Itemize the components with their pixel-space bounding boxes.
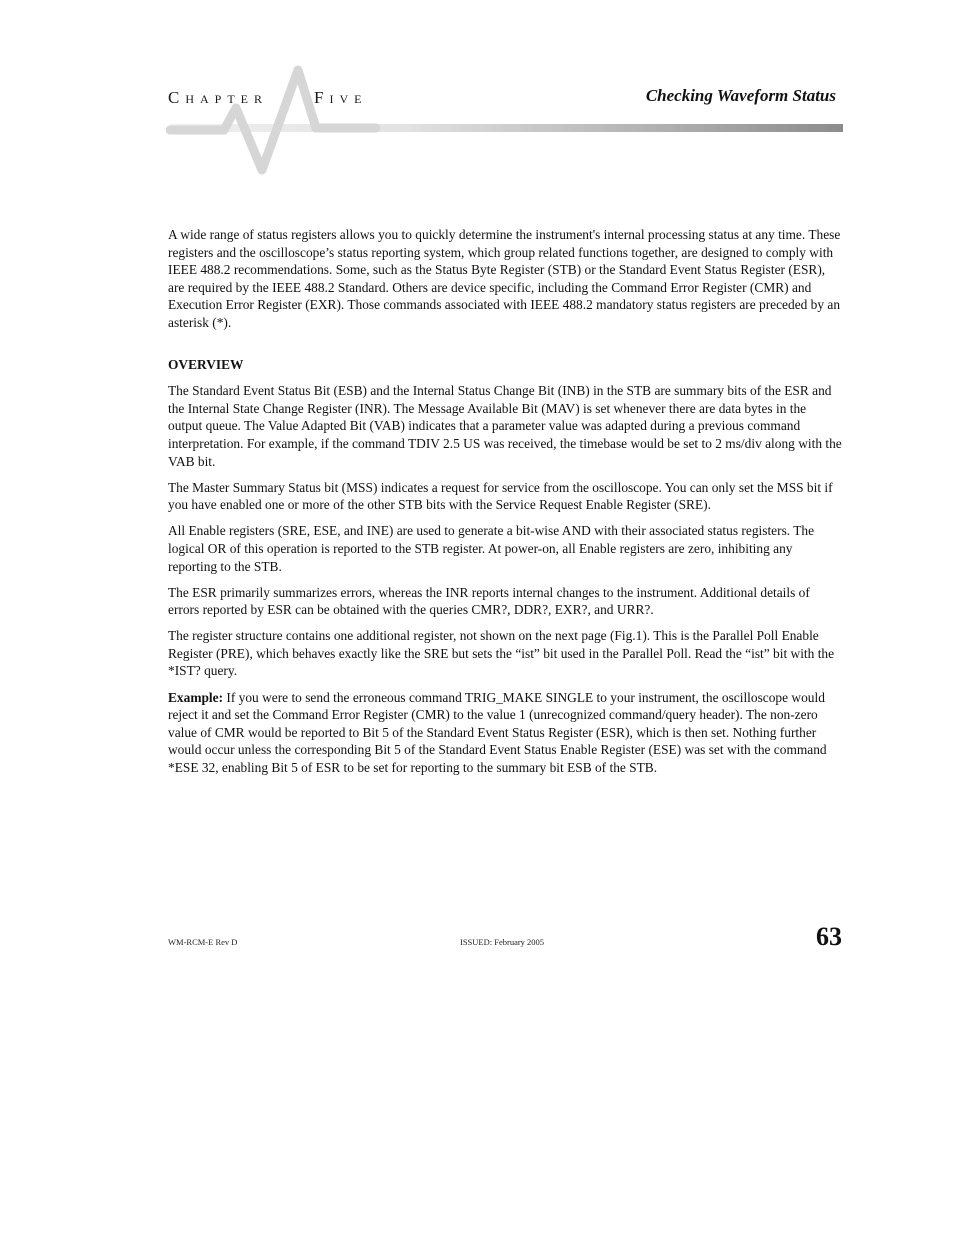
overview-paragraph-4: The ESR primarily summarizes errors, whereas the INR reports internal changes to the instrument. Additional details of errors reported by ESR can be obtained with the queries CMR?, DDR?, EXR?, and URR?.: [168, 584, 810, 618]
overview-paragraph-1: The Standard Event Status Bit (ESB) and the Internal Status Change Bit (INB) in the STB are summary bits of the ESR and the Internal State Change Register (INR). The Message Available Bit (MAV) is set whenever there are data bytes in the output queue. The Value Adapted Bit (VAB) indicates that a parameter value was adapted during a previous command interpretation. For example, if the command TDIV 2.5 US was received, the timebase would be set to 2 ms/div along with the VAB bit.: [168, 383, 842, 469]
overview-paragraph-3: All Enable registers (SRE, ESE, and INE) are used to generate a bit-wise AND with their associated status registers. The logical OR of this operation is reported to the STB register. At power-on, all Enable registers are zero, inhibiting any reporting to the STB.: [168, 523, 815, 574]
example-paragraph: [168, 689, 842, 777]
waveform-pulse: [170, 70, 376, 170]
overview-heading: OVERVIEW: [168, 356, 244, 372]
chapter-initial: C: [168, 88, 186, 107]
header-rule: [170, 124, 843, 132]
five-initial: F: [314, 88, 330, 107]
overview-paragraph-2: The Master Summary Status bit (MSS) indicates a request for service from the oscilloscope. You can only set the MSS bit if you have enabled one or more of the other STB bits with the Service Request Enable Register (SRE).: [168, 479, 833, 513]
waveform-header-graphic: [166, 62, 846, 180]
page-body: [168, 226, 842, 785]
example-label: Example:: [168, 689, 224, 705]
example-text: If you were to send the erroneous command TRIG_MAKE SINGLE to your instrument, the oscilloscope would reject it and set the Command Error Register (CMR) to the value 1 (unrecognized command/query header). The non-zero value of CMR would be reported to Bit 5 of the Standard Event Status Register (ESR), which is then set. Nothing further would occur unless the corresponding Bit 5 of the Standard Event Status Enable Register (ESE) was set with the command *ESE 32, enabling Bit 5 of ESR to be set for reporting to the summary bit ESB of the STB.: [168, 689, 827, 775]
footer-issued: ISSUED: February 2005: [460, 937, 545, 947]
overview-paragraph-5: The register structure contains one additional register, not shown on the next page (Fig.1). This is the Parallel Poll Enable Register (PRE), which behaves exactly like the SRE but sets the “ist” bit used in the Parallel Poll. Read the “ist” bit with the *IST? query.: [168, 628, 835, 679]
footer-doc-id: WM-RCM-E Rev D: [168, 937, 238, 947]
page-number: 63: [816, 922, 842, 951]
chapter-label: [168, 88, 268, 108]
intro-paragraph: A wide range of status registers allows you to quickly determine the instrument's internal processing status at any time. These registers and the oscilloscope’s status reporting system, which group related functions together, are designed to comply with IEEE 488.2 recommendations. Some, such as the Status Byte Register (STB) or the Standard Event Status Register (ESR), are required by the IEEE 488.2 Standard. Others are device specific, including the Command Error Register (CMR) and Execution Error Register (EXR). Those commands associated with IEEE 488.2 mandatory status registers are preceded by an asterisk (*).: [168, 227, 841, 330]
chapter-rest: HAPTER: [185, 92, 269, 106]
running-title: Checking Waveform Status: [645, 86, 836, 105]
five-rest: IVE: [329, 92, 368, 106]
chapter-number-label: [314, 88, 367, 108]
